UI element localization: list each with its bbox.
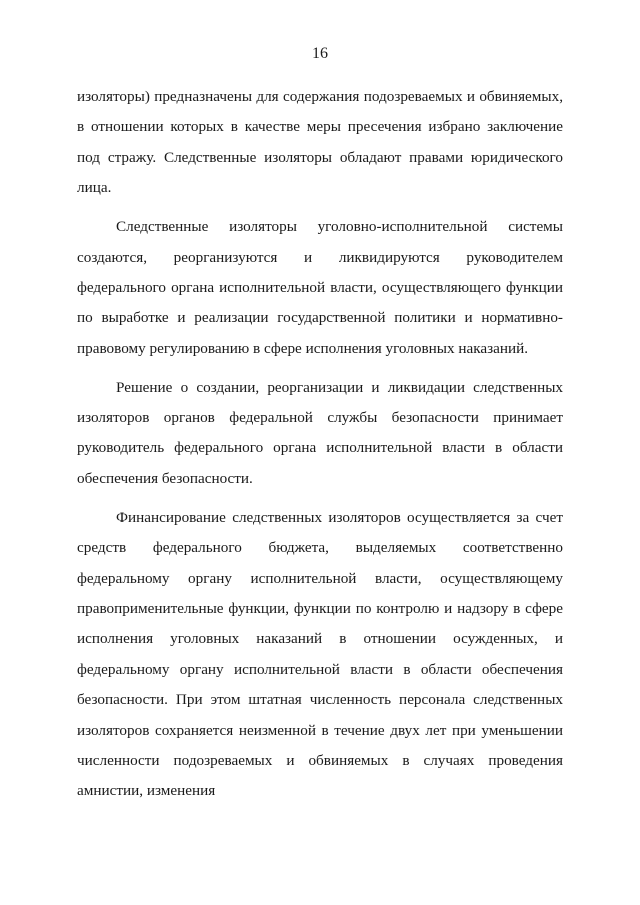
paragraph-financing: Финансирование следственных изоляторов осуществляется за счет средств федерального бюджета, выделяемых соответственно федеральному органу исполнительной власти, осуществляющему правоприменительные функции, функции по контролю и надзору в сфере исполнения уголовных наказаний в отношении осужденных, и федеральному органу исполнительной власти в области обеспечения безопасности. При этом штатная численность персонала следственных изоляторов сохраняется неизменной в течение двух лет при уменьшении численности подозреваемых и обвиняемых в случаях проведения амнистии, изменения xyxy=(77,508,563,800)
paragraph-creation-of-isolators: Следственные изоляторы уголовно-исполнительной системы создаются, реорганизуются и ликвидируются руководителем федерального органа исполнительной власти, осуществляющего функции по выработке и реализации государственной политики и нормативно-правовому регулированию в сфере исполнения уголовных наказаний. xyxy=(77,218,563,357)
document-body xyxy=(77,82,563,815)
page-number: 16 xyxy=(312,45,328,62)
paragraph-fsb-isolators: Решение о создании, реорганизации и ликвидации следственных изоляторов органов федеральной службы безопасности принимает руководитель федерального органа исполнительной власти в области обеспечения безопасности. xyxy=(77,378,563,487)
paragraph-continuation: изоляторы) предназначены для содержания подозреваемых и обвиняемых, в отношении которых в качестве меры пресечения избрано заключение под стражу. Следственные изоляторы обладают правами юридического лица. xyxy=(77,88,563,197)
